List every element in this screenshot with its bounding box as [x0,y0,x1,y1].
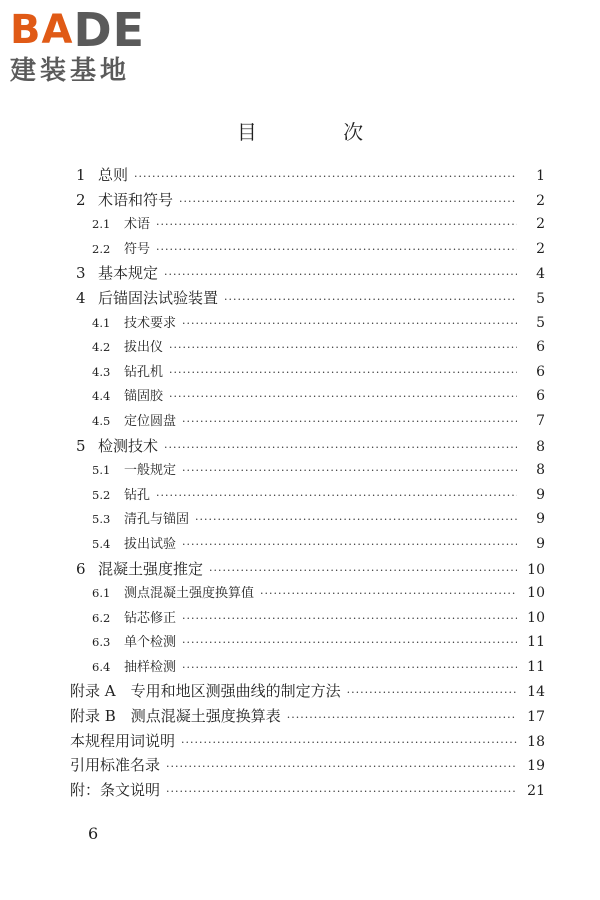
toc-entry-title: 附：条文说明 [70,780,161,799]
toc-entry-title: 本规程用词说明 [70,731,176,750]
toc-leader-dots [169,366,517,379]
toc-entry-page: 21 [527,782,545,799]
toc-entry-title: 拔出试验 [124,536,177,552]
toc-entry[interactable] [70,459,545,484]
toc-entry[interactable] [70,533,545,558]
toc-entry-page: 5 [536,314,545,331]
toc-entry-page: 10 [527,561,545,578]
toc-entry-page: 9 [536,535,545,552]
toc-entry-page: 17 [527,709,545,726]
toc-entry-number: 3 [76,264,86,283]
toc-entry-title: 清孔与锚固 [124,512,190,528]
toc-leader-dots [182,464,517,477]
toc-entry[interactable] [70,631,545,656]
toc-entry-number: 6.1 [92,586,111,601]
page-title: 目 次 [236,120,404,144]
toc-entry-page: 19 [527,758,545,775]
toc-entry-title: 混凝土强度推定 [98,559,204,578]
logo-wordmark [10,3,180,57]
toc-leader-dots [195,513,517,526]
toc-entry-page: 10 [527,585,545,602]
toc-leader-dots [347,686,517,699]
toc-entry-page: 4 [536,266,545,283]
toc-entry-title: 单个检测 [124,635,177,651]
toc-entry-number: 2 [76,190,86,209]
toc-entry[interactable] [70,607,545,632]
toc-entry-page: 1 [536,168,545,184]
toc-leader-dots [182,636,517,649]
toc-entry[interactable] [70,705,545,730]
toc-entry-title: 测点混凝土强度换算值 [124,586,255,602]
toc-leader-dots [182,415,517,428]
table-of-contents [70,164,545,803]
toc-leader-dots [209,564,517,577]
toc-entry-number: 5.1 [92,463,111,478]
toc-leader-dots [156,489,517,502]
toc-entry[interactable] [70,484,545,509]
toc-leader-dots [287,711,517,724]
toc-leader-dots [179,195,517,208]
toc-entry-title: 锚固胶 [124,389,164,405]
toc-entry[interactable] [70,385,545,410]
toc-entry[interactable] [70,582,545,607]
toc-entry-number: 4.1 [92,315,111,330]
toc-entry-page: 6 [536,388,545,405]
toc-entry-title: 抽样检测 [124,659,177,675]
toc-entry-page: 10 [527,609,545,626]
toc-entry-number: 6 [76,559,86,578]
toc-entry-number: 5.2 [92,487,111,502]
toc-entry-title: 钻孔 [124,487,151,503]
toc-entry-number: 4.5 [92,413,111,428]
toc-entry-number: 2.1 [92,217,111,232]
toc-entry[interactable] [70,312,545,337]
toc-leader-dots [156,243,517,256]
toc-entry-page: 9 [536,486,545,503]
toc-entry-title: 检测技术 [98,436,159,455]
toc-entry-number: 6.2 [92,610,111,625]
toc-entry-page: 11 [527,634,545,651]
toc-entry-title: 拔出仪 [124,340,164,356]
toc-entry-title: 钻孔机 [124,364,164,380]
toc-entry-title: 基本规定 [98,264,159,283]
toc-entry[interactable] [70,754,545,779]
logo-subtitle: 建装基地 [10,56,131,86]
toc-entry-page: 14 [527,684,545,701]
page-number: 6 [88,824,99,843]
toc-entry[interactable] [70,730,545,755]
toc-leader-dots [182,538,517,551]
toc-entry[interactable] [70,656,545,681]
toc-leader-dots [156,218,517,231]
toc-entry-number: 2.2 [92,241,111,256]
toc-entry-number: 6.3 [92,635,111,650]
toc-leader-dots [166,760,517,773]
toc-leader-dots [181,736,517,749]
toc-leader-dots [182,317,517,330]
toc-entry-title: 后锚固法试验装置 [98,288,219,307]
toc-entry[interactable] [70,262,545,287]
toc-entry[interactable] [70,164,545,189]
toc-entry-page: 18 [527,733,545,750]
toc-entry-title: 术语 [124,217,151,233]
toc-leader-dots [169,390,517,403]
toc-entry-page: 2 [536,216,545,233]
toc-leader-dots [164,441,517,454]
toc-entry-number: 5.4 [92,536,111,551]
toc-entry-title: 定位圆盘 [124,413,177,429]
toc-entry[interactable] [70,508,545,533]
toc-entry[interactable] [70,287,545,312]
toc-leader-dots [164,268,517,281]
toc-entry[interactable] [70,779,545,804]
toc-entry[interactable] [70,435,545,460]
toc-entry-page: 8 [536,438,545,455]
toc-entry-page: 7 [536,412,545,429]
toc-entry-title: 附录 B 测点混凝土强度换算表 [70,707,281,726]
toc-entry-number: 6.4 [92,659,111,674]
logo-wordmark-accent: BA [10,7,74,53]
toc-entry-page: 11 [527,658,545,675]
toc-leader-dots [182,661,517,674]
toc-entry-number: 4 [76,288,86,307]
toc-entry-page: 6 [536,363,545,380]
toc-entry-page: 6 [536,339,545,356]
toc-leader-dots [166,785,517,798]
toc-entry-title: 引用标准名录 [70,756,161,775]
toc-entry-number: 5 [76,436,86,455]
toc-leader-dots [182,612,517,625]
toc-entry[interactable] [70,361,545,386]
toc-entry-title: 术语和符号 [98,190,174,209]
toc-entry[interactable] [70,213,545,238]
toc-entry-page: 8 [536,462,545,479]
toc-entry-page: 2 [536,192,545,209]
toc-entry[interactable] [70,558,545,583]
logo-wordmark-rest: DE [73,3,146,57]
toc-entry[interactable] [70,189,545,214]
toc-entry-title: 总则 [98,166,129,184]
logo [10,3,180,86]
toc-entry-page: 9 [536,511,545,528]
toc-entry-title: 技术要求 [124,315,177,331]
toc-entry-title: 钻芯修正 [124,610,177,626]
toc-entry-page: 5 [536,290,545,307]
toc-entry-title: 符号 [124,241,151,257]
toc-entry-title: 附录 A 专用和地区测强曲线的制定方法 [70,682,341,701]
toc-leader-dots [169,341,517,354]
toc-leader-dots [224,293,517,306]
toc-entry-number: 4.3 [92,364,111,379]
toc-entry[interactable] [70,238,545,263]
toc-entry[interactable] [70,680,545,705]
toc-leader-dots [260,587,517,600]
toc-entry-number: 1 [76,166,86,184]
toc-leader-dots [134,170,517,183]
toc-entry[interactable] [70,336,545,361]
toc-entry-number: 4.2 [92,340,111,355]
toc-entry-number: 4.4 [92,389,111,404]
toc-entry[interactable] [70,410,545,435]
toc-entry-title: 一般规定 [124,463,177,479]
toc-entry-page: 2 [536,240,545,257]
toc-entry-number: 5.3 [92,512,111,527]
